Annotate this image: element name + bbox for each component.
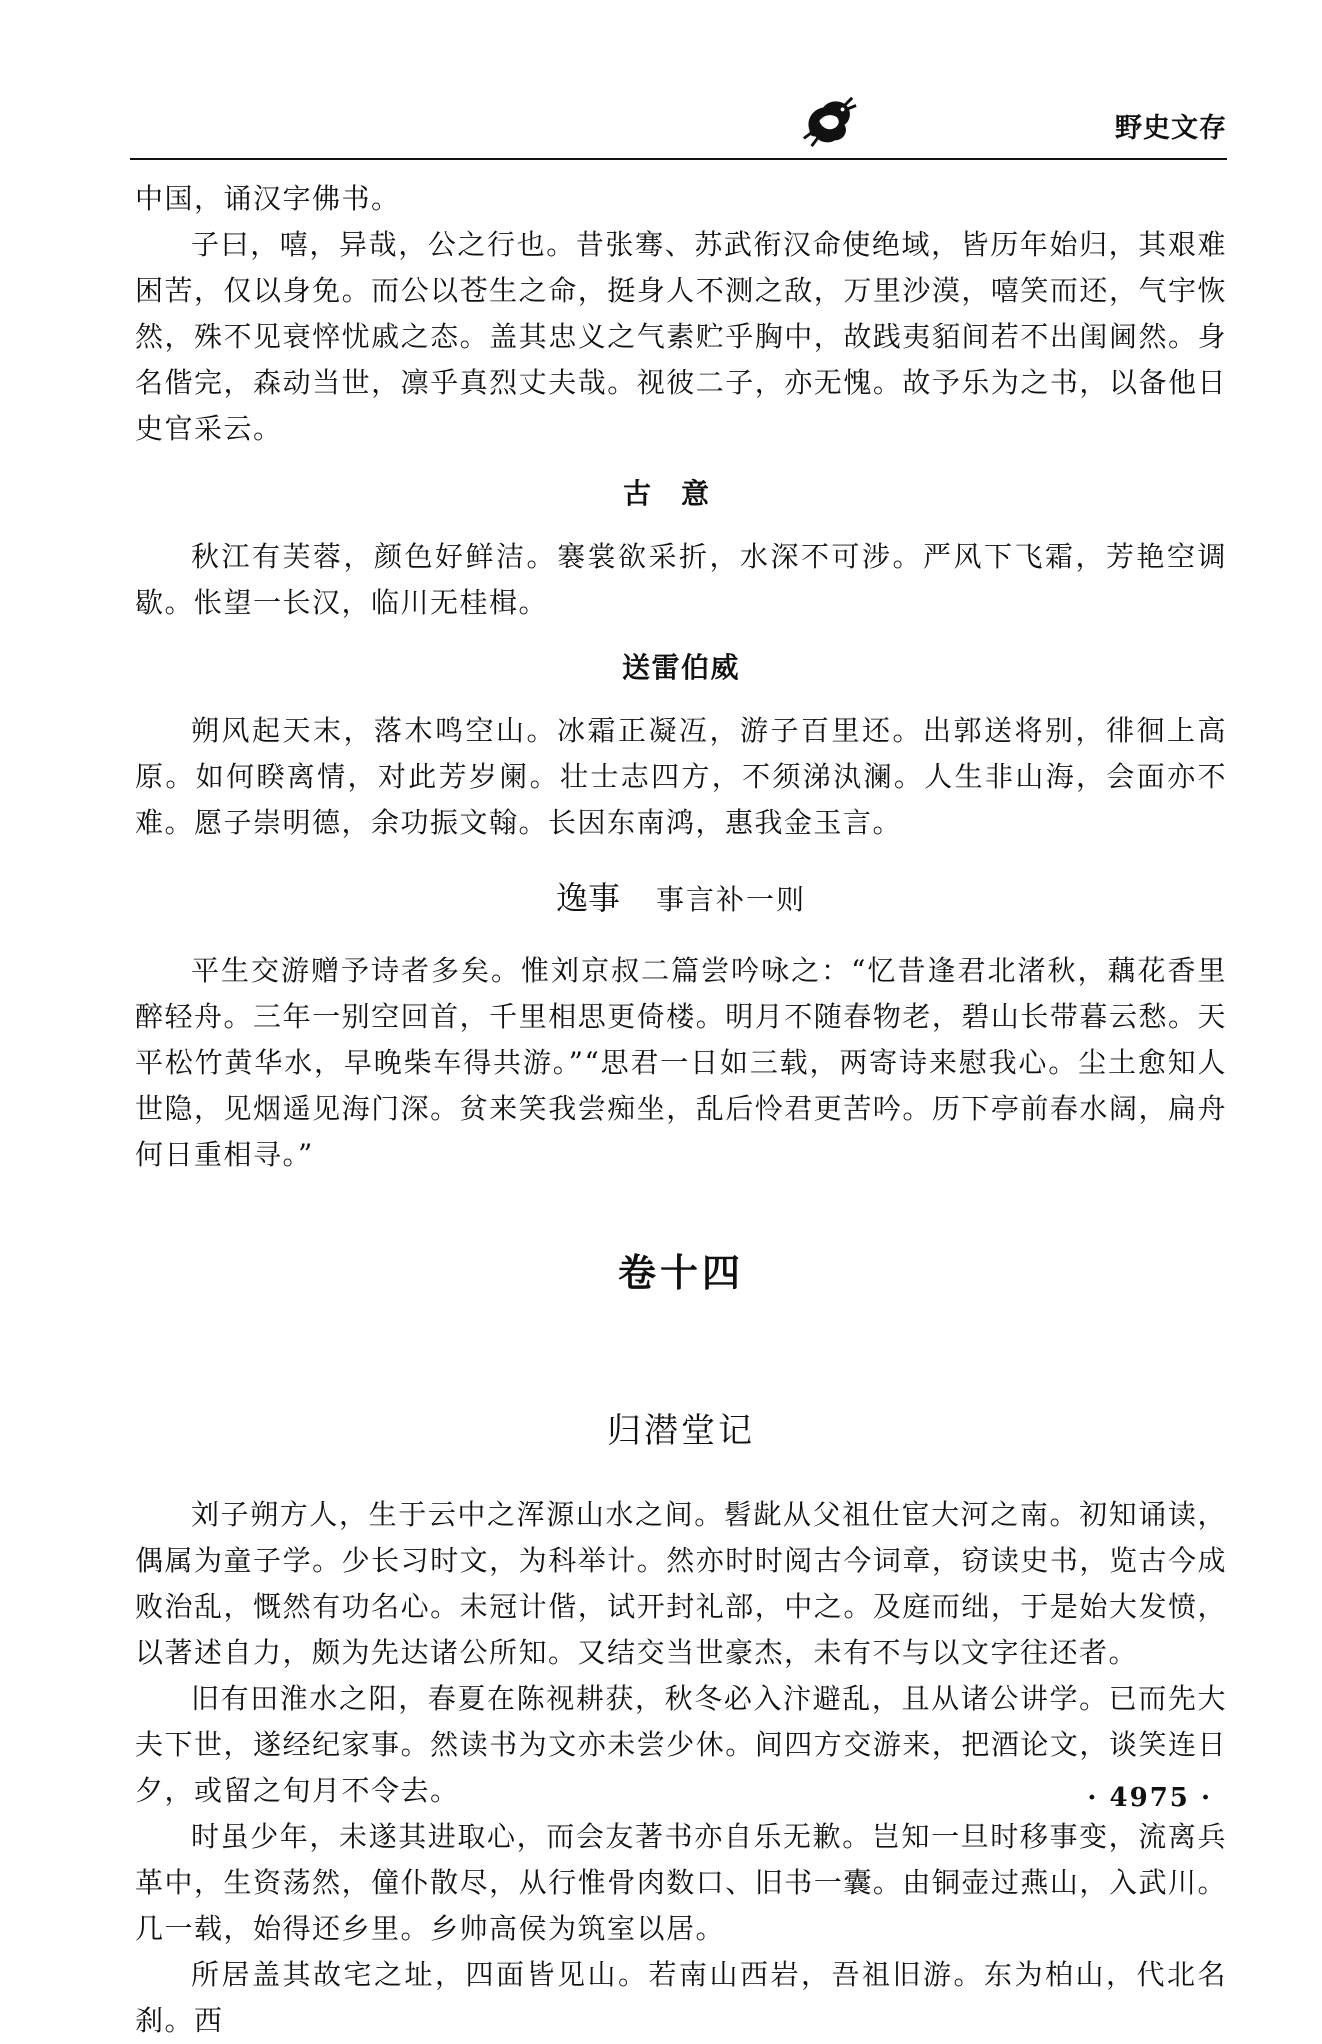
section-title-sub: 事言补一则: [656, 883, 807, 916]
paragraph: 中国，诵汉字佛书。: [135, 182, 401, 215]
essay-title: 归潜堂记: [607, 1411, 755, 1451]
poem-text: 秋江有芙蓉，颜色好鲜洁。褰裳欲采折，水深不可涉。严风下飞霜，芳艳空调歇。怅望一长汉，临川无桂楫。: [135, 540, 1227, 619]
page-number: · 4975 ·: [1087, 1783, 1212, 1813]
header-rule: [130, 158, 1227, 160]
poem-text: 朔风起天末，落木鸣空山。冰霜正凝冱，游子百里还。出郭送将别，徘徊上高原。如何睽离情，对此芳岁阑。壮士志四方，不须涕汍澜。人生非山海，会面亦不难。愿子崇明德，余功振文翰。长因东南鸿，惠我金玉言。: [135, 714, 1227, 839]
paragraph: 子曰，嘻，异哉，公之行也。昔张骞、苏武衔汉命使绝域，皆历年始归，其艰难困苦，仅以身免。而公以苍生之命，挺身人不测之敌，万里沙漠，嘻笑而还，气宇恢然，殊不见衰悴忧戚之态。盖其忠义之气素贮乎胸中，故践夷貊间若不出闺阃然。身名偕完，森动当世，凛乎真烈丈夫哉。视彼二子，亦无愧。故予乐为之书，以备他日史官采云。: [135, 228, 1227, 445]
section-title-main: 逸事: [555, 879, 620, 917]
paragraph: 所居盖其故宅之址，四面皆见山。若南山西岩，吾祖旧游。东为柏山，代北名刹。西: [135, 1958, 1227, 2037]
book-title: 野史文存: [1115, 113, 1227, 144]
section-title: [135, 876, 1227, 922]
running-header: [130, 82, 1227, 160]
poem-title: 送雷伯威: [621, 651, 740, 684]
paragraph: 旧有田淮水之阳，春夏在陈视耕获，秋冬必入汴避乱，且从诸公讲学。已而先大夫下世，遂经纪家事。然读书为文亦未尝少休。间四方交游来，把酒论文，谈笑连日夕，或留之旬月不令去。: [135, 1682, 1227, 1807]
poem-title: 古意: [622, 477, 739, 510]
page-body: [135, 176, 1227, 2044]
paragraph: 时虽少年，未遂其进取心，而会友著书亦自乐无歉。岂知一旦时移事变，流离兵革中，生资荡然，僮仆散尽，从行惟骨肉数口、旧书一囊。由铜壶过燕山，入武川。几一载，始得还乡里。乡帅高侯为筑室以居。: [135, 1820, 1227, 1945]
paragraph: 平生交游赠予诗者多矣。惟刘京叔二篇尝吟咏之：“忆昔逢君北渚秋，藕花香里醉轻舟。三年一别空回首，千里相思更倚楼。明月不随春物老，碧山长带暮云愁。天平松竹黄华水，早晚柴车得共游。”“思君一日如三载，两寄诗来慰我心。尘土愈知人世隐，见烟遥见海门深。贫来笑我尝痴坐，乱后怜君更苦吟。历下亭前春水阔，扁舟何日重相寻。”: [135, 954, 1227, 1171]
volume-title: 卷十四: [617, 1251, 744, 1295]
dragon-emblem-icon: [800, 92, 858, 150]
paragraph: 刘子朔方人，生于云中之浑源山水之间。髫龀从父祖仕宦大河之南。初知诵读，偶属为童子学。少长习时文，为科举计。然亦时时阅古今词章，窃读史书，览古今成败治乱，慨然有功名心。未冠计偕，试开封礼部，中之。及庭而绌，于是始大发愤，以著述自力，颇为先达诸公所知。又结交当世豪杰，未有不与以文字往还者。: [135, 1498, 1227, 1669]
